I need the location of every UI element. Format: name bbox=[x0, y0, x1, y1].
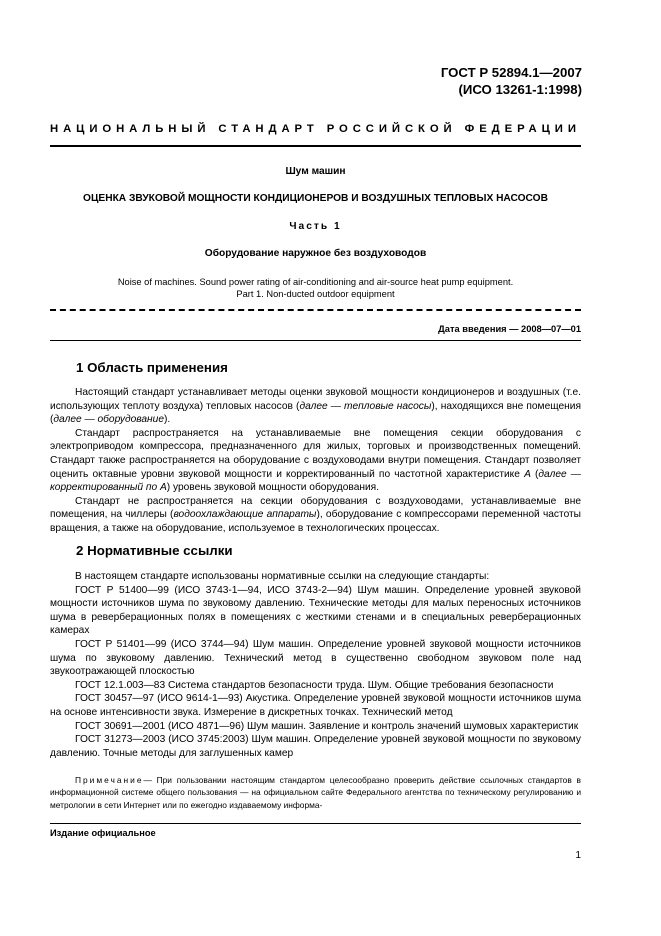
official-edition-label: Издание официальное bbox=[50, 828, 156, 838]
iso-number: (ИСО 13261-1:1998) bbox=[458, 82, 582, 97]
section1-body bbox=[50, 386, 581, 536]
references-intro: В настоящем стандарте использованы нормативные ссылки на следующие стандарты: bbox=[75, 571, 490, 582]
title-divider bbox=[50, 309, 581, 311]
note-paragraph bbox=[50, 774, 581, 811]
header-rule bbox=[50, 145, 581, 147]
title-topic: Шум машин bbox=[285, 166, 346, 177]
reference-item: ГОСТ 31273—2003 (ИСО 3745:2003) Шум машин. Определение уровней звуковой мощности по звуковому давлению. Точные методы для заглушенных камер bbox=[50, 734, 581, 759]
page-number: 1 bbox=[575, 850, 581, 861]
note-text: — При пользовании настоящим стандартом целесообразно проверить действие ссылочных стандартов в информационной системе общего пользования — на официальном сайте Федерального агентства по техническому регулированию и метрологии в сети Интернет или по ежегодно издаваемому информа- bbox=[50, 775, 581, 810]
footer-rule bbox=[50, 823, 581, 824]
reference-item: ГОСТ 12.1.003—83 Система стандартов безопасности труда. Шум. Общие требования безопасности bbox=[75, 679, 554, 691]
section1-paragraph1: Настоящий стандарт устанавливает методы оценки звуковой мощности кондиционеров и воздушных (т.е. использующих теплоту воздуха) тепловых насосов (далее — тепловые насосы), находящихся вне помещения (далее — оборудование). bbox=[50, 387, 581, 426]
reference-item: ГОСТ Р 51400—99 (ИСО 3743-1—94, ИСО 3743-2—94) Шум машин. Определение уровней звуковой мощности источников шума по звуковому давлению. Технические методы для малых переносных источников шума в реверберационных полях в помещениях с жесткими стенами и в специальных реверберационных камерах bbox=[50, 584, 581, 637]
gost-code bbox=[441, 64, 582, 98]
section2-heading: 2 Нормативные ссылки bbox=[76, 543, 233, 558]
note-block bbox=[50, 774, 581, 811]
section1-paragraph2: Стандарт распространяется на устанавливаемые вне помещения секции оборудования с электроприводом компрессора, предназначенного для жилых, торговых и производственных помещений. Стандарт также распространяется на оборудование с воздуховодами внутри помещения. Стандарт позволяет оценить октавные уровни звуковой мощности и корректированный по частотной характеристике А (далее — корректированный по А) уровень звуковой мощности оборудования. bbox=[50, 427, 581, 494]
english-title-line2: Part 1. Non-ducted outdoor equipment bbox=[236, 289, 395, 299]
gost-number: ГОСТ Р 52894.1—2007 bbox=[440, 65, 582, 80]
section1-paragraph3: Стандарт не распространяется на секции оборудования с воздуховодами, устанавливаемые вне помещения, на чиллеры (водоохлаждающие аппараты), оборудование с компрессорами переменной частоты вращения, а также на оборудование, используемое в технологических процессах. bbox=[50, 495, 582, 534]
reference-item: ГОСТ 30691—2001 (ИСО 4871—96) Шум машин. Заявление и контроль значений шумовых характеристик bbox=[75, 720, 579, 732]
note-label: Примечание bbox=[75, 775, 144, 785]
national-standard-banner: НАЦИОНАЛЬНЫЙ СТАНДАРТ РОССИЙСКОЙ ФЕДЕРАЦИИ bbox=[50, 123, 581, 135]
title-part-name: Оборудование наружное без воздуховодов bbox=[204, 248, 427, 259]
english-title-line1: Noise of machines. Sound power rating of air-conditioning and air-source heat pump equipment. bbox=[117, 277, 514, 287]
reference-item: ГОСТ 30457—97 (ИСО 9614-1—93) Акустика. Определение уровней звуковой мощности источников шума на основе интенсивности звука. Измерение в дискретных точках. Технический метод bbox=[50, 693, 581, 718]
section2-body bbox=[50, 570, 581, 760]
title-main: ОЦЕНКА ЗВУКОВОЙ МОЩНОСТИ КОНДИЦИОНЕРОВ И ВОЗДУШНЫХ ТЕПЛОВЫХ НАСОСОВ bbox=[83, 193, 548, 204]
date-rule bbox=[50, 340, 581, 341]
introduction-date: Дата введения — 2008—07—01 bbox=[438, 324, 581, 334]
title-part: Часть 1 bbox=[289, 221, 342, 232]
section1-heading: 1 Область применения bbox=[76, 360, 228, 375]
reference-item: ГОСТ Р 51401—99 (ИСО 3744—94) Шум машин. Определение уровней звуковой мощности источников шума по звуковому давлению. Технический метод в существенно свободном звуковом поле над звукоотражающей плоскостью bbox=[50, 638, 581, 678]
